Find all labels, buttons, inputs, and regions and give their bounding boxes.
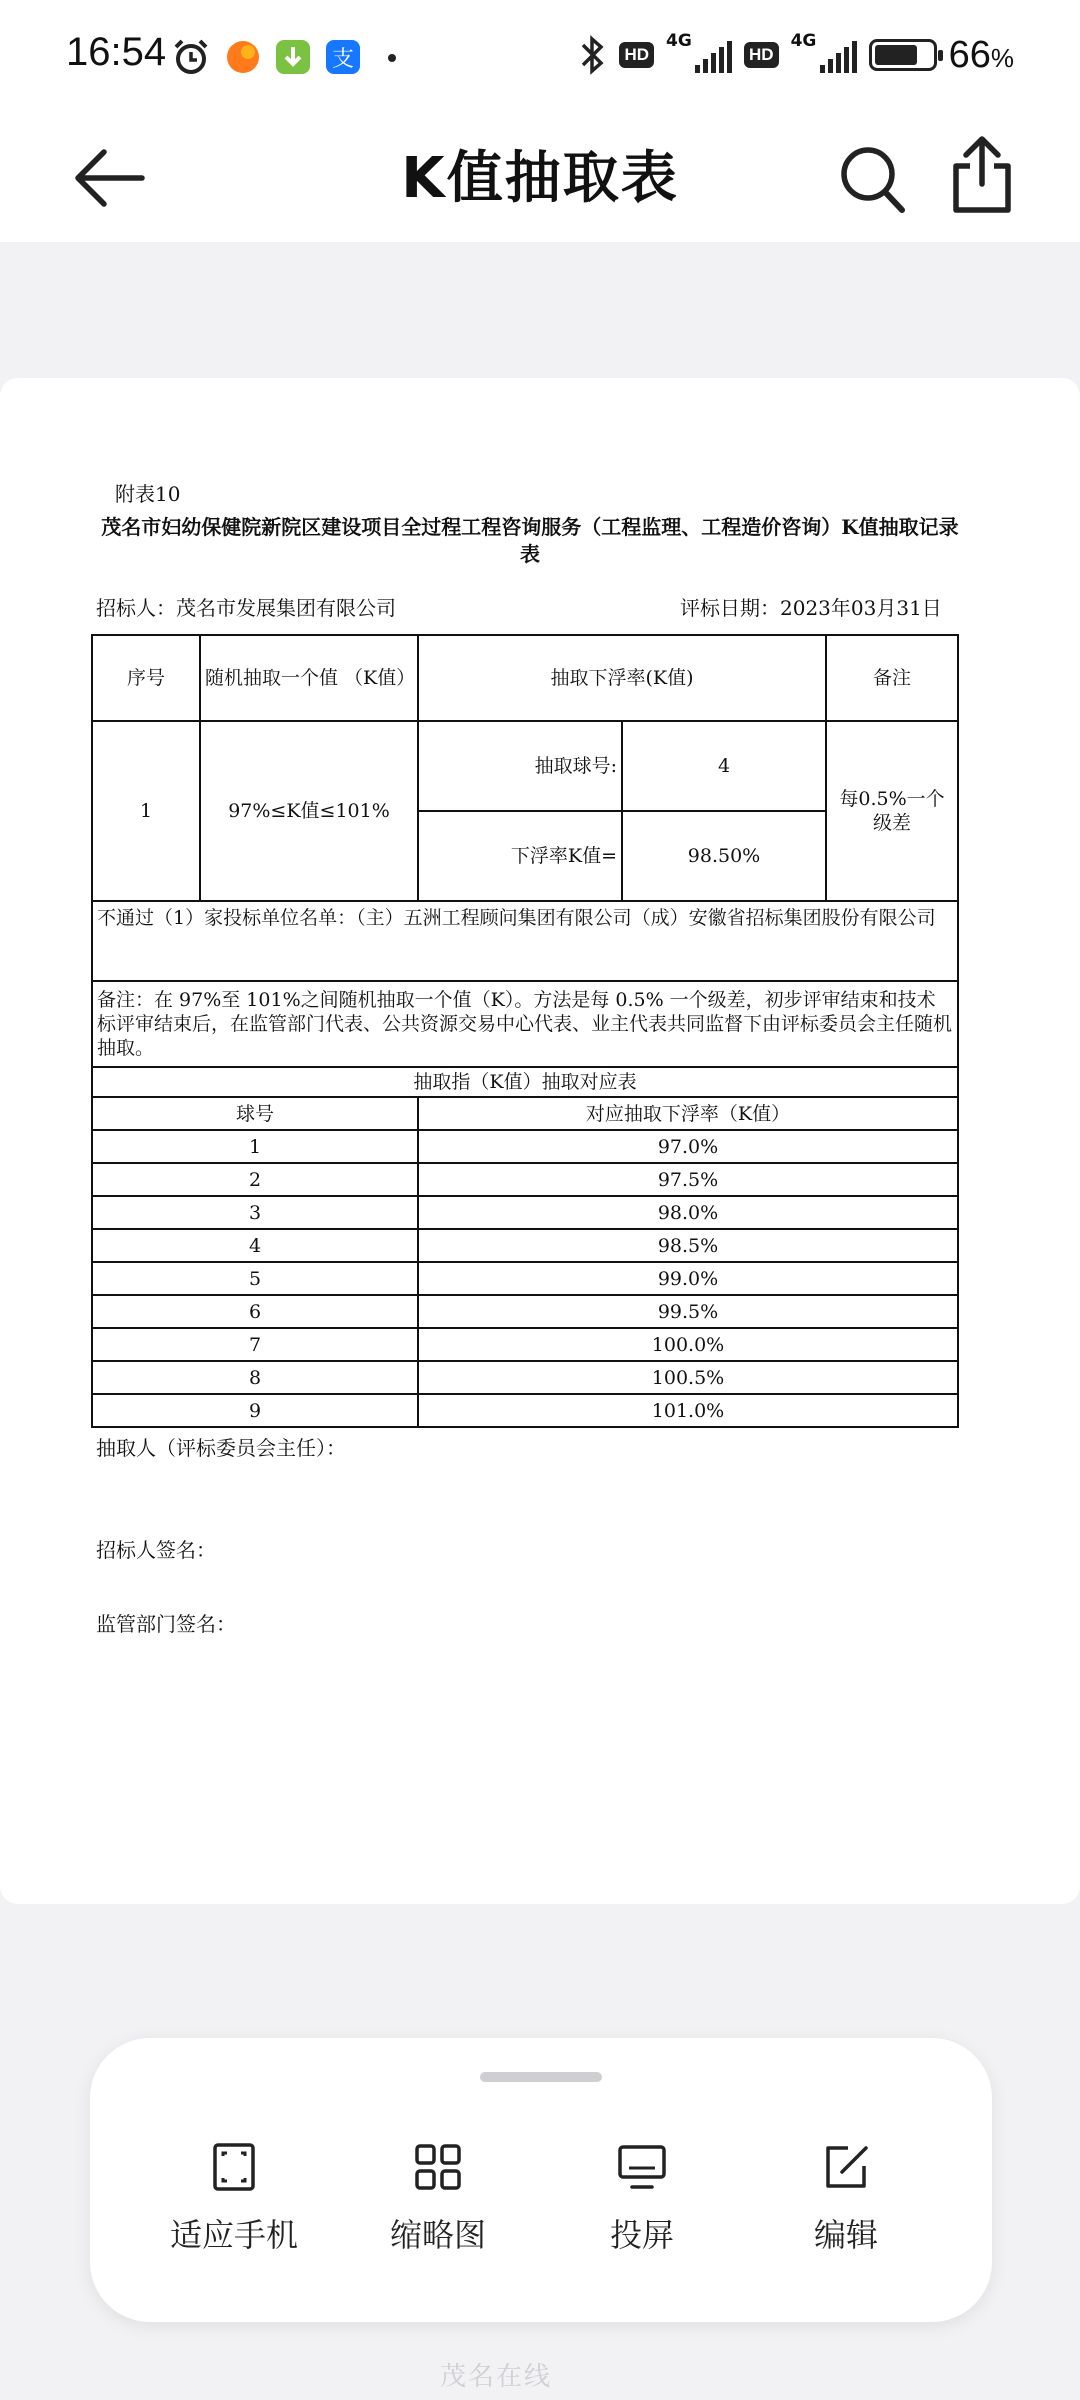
watermark: 茂名在线: [440, 2361, 553, 2391]
thumbnails-label: 缩略图: [389, 2216, 486, 2254]
mapping-rate: 100.0%: [418, 1328, 958, 1361]
mapping-ball: 9: [92, 1394, 418, 1427]
tenderer-signature: 招标人签名：: [96, 1538, 216, 1562]
network-type: 4G: [790, 31, 817, 51]
status-time: 16:54: [66, 30, 167, 74]
mapping-row: [92, 1163, 958, 1196]
row-range: 97%≤K值≤101%: [200, 721, 418, 901]
grid-icon: [414, 2142, 462, 2192]
status-bar: [0, 0, 1080, 110]
hd-badge: HD: [619, 42, 654, 68]
failed-row: [92, 901, 958, 981]
mapping-row: [92, 1295, 958, 1328]
table-row: [92, 721, 958, 811]
cast-button[interactable]: [542, 2142, 742, 2256]
signal-icon: [790, 31, 857, 75]
edit-icon: [822, 2142, 870, 2192]
mapping-ball: 1: [92, 1130, 418, 1163]
failed-note: 不通过（1）家投标单位名单：（主）五洲工程顾问集团有限公司（成）安徽省招标集团股份有限公司: [92, 901, 958, 981]
mapping-rate: 101.0%: [418, 1394, 958, 1427]
signal-icon: [666, 31, 732, 75]
bottom-toolbar: [90, 2038, 992, 2322]
hd-badge: HD: [744, 42, 779, 68]
mapping-row: [92, 1196, 958, 1229]
rate-value: 98.50%: [622, 811, 826, 901]
remarks-row: [92, 981, 958, 1067]
mapping-header-row: [92, 1097, 958, 1130]
edit-button[interactable]: [746, 2142, 946, 2256]
tenderer-line: 招标人：茂名市发展集团有限公司: [96, 596, 396, 620]
attachment-label: 附表10: [115, 482, 181, 506]
page-title: K值抽取表: [401, 146, 679, 211]
row-seq: 1: [92, 721, 200, 901]
mapping-row: [92, 1361, 958, 1394]
rate-label: 下浮率K值=: [418, 811, 622, 901]
mapping-rate: 97.0%: [418, 1130, 958, 1163]
battery-icon: [869, 39, 937, 71]
bluetooth-icon: [579, 33, 607, 77]
cast-label: 投屏: [609, 2216, 674, 2254]
mapping-row: [92, 1130, 958, 1163]
mapping-row: [92, 1328, 958, 1361]
extractor-signature: 抽取人（评标委员会主任）：: [96, 1436, 346, 1460]
download-app-icon: [274, 38, 312, 76]
mapping-title-row: [92, 1067, 958, 1097]
mapping-rate: 100.5%: [418, 1361, 958, 1394]
dot-icon: [386, 38, 424, 76]
eval-date: 评标日期：2023年03月31日: [680, 596, 942, 620]
mapping-title: 抽取指（K值）抽取对应表: [92, 1067, 958, 1097]
fit-phone-button[interactable]: [134, 2142, 334, 2256]
mapping-ball: 7: [92, 1328, 418, 1361]
mapping-row: [92, 1394, 958, 1427]
status-right: [579, 30, 1014, 80]
edit-label: 编辑: [813, 2216, 878, 2254]
battery-percent: 66%: [948, 33, 1014, 76]
supervisor-signature: 监管部门签名：: [96, 1612, 236, 1636]
k-value-table: [91, 634, 959, 1428]
document-title: 茂名市妇幼保健院新院区建设项目全过程工程咨询服务（工程监理、工程造价咨询）K值抽取记录表: [101, 515, 959, 566]
mapping-ball: 8: [92, 1361, 418, 1394]
thumbnails-button[interactable]: [338, 2142, 538, 2256]
mapping-rate: 98.0%: [418, 1196, 958, 1229]
fit-screen-icon: [212, 2142, 256, 2192]
mapping-rate: 99.0%: [418, 1262, 958, 1295]
mapping-header-ball: 球号: [92, 1097, 418, 1130]
row-remark: 每0.5%一个级差: [826, 721, 958, 901]
ball-value: 4: [622, 721, 826, 811]
mapping-rate: 97.5%: [418, 1163, 958, 1196]
mapping-ball: 5: [92, 1262, 418, 1295]
alipay-icon: [324, 38, 362, 76]
mapping-rate: 99.5%: [418, 1295, 958, 1328]
app-orange-icon: [224, 38, 262, 76]
mapping-row: [92, 1262, 958, 1295]
ball-label: 抽取球号:: [418, 721, 622, 811]
table-header-row: [92, 635, 958, 721]
mapping-ball: 2: [92, 1163, 418, 1196]
header-seq: 序号: [92, 635, 200, 721]
mapping-ball: 4: [92, 1229, 418, 1262]
remarks-note: 备注：在 97%至 101%之间随机抽取一个值（K）。方法是每 0.5% 一个级差，初步评审结束和技术标评审结束后，在监管部门代表、公共资源交易中心代表、业主代表共同监督下由评标委员会主任随机抽取。: [92, 981, 958, 1067]
document-page[interactable]: [0, 378, 1080, 1904]
app-header: [0, 110, 1080, 242]
network-type: 4G: [666, 31, 692, 51]
mapping-row: [92, 1229, 958, 1262]
search-icon[interactable]: [836, 140, 908, 216]
fit-phone-label: 适应手机: [169, 2216, 298, 2254]
mapping-ball: 3: [92, 1196, 418, 1229]
cast-screen-icon: [617, 2142, 667, 2192]
header-rate: 抽取下浮率(K值): [418, 635, 826, 721]
share-icon[interactable]: [946, 134, 1018, 216]
sheet-handle[interactable]: [480, 2072, 602, 2082]
header-remark: 备注: [826, 635, 958, 721]
svg-text:支: 支: [331, 47, 355, 72]
alarm-icon: [172, 38, 210, 76]
header-random-value: 随机抽取一个值 （K值）: [200, 635, 418, 721]
mapping-rate: 98.5%: [418, 1229, 958, 1262]
mapping-header-rate: 对应抽取下浮率（K值）: [418, 1097, 958, 1130]
mapping-ball: 6: [92, 1295, 418, 1328]
